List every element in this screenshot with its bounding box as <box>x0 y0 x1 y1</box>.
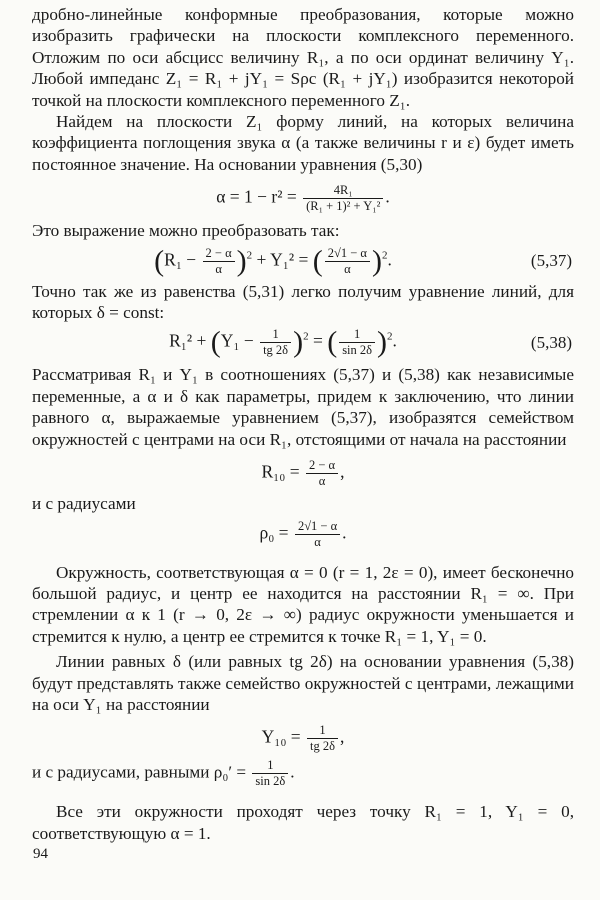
formula-y10-fraction <box>307 723 338 754</box>
formula-rho0-tail: . <box>342 522 347 543</box>
formula-alpha-fraction <box>303 183 383 214</box>
formula-rho0-prime-line <box>32 758 574 789</box>
formula-r10-denominator: α <box>318 474 326 489</box>
formula-rho0-prime-denominator: sin 2δ <box>255 774 286 789</box>
formula-y10-numerator: 1 <box>307 723 338 739</box>
formula-rho0-prime-lhs: ρ₀′ = <box>213 762 247 782</box>
equation-5-38-term-b: Y₁ − <box>220 330 254 351</box>
formula-rho0-prime-numerator: 1 <box>252 758 288 774</box>
page-number: 94 <box>33 846 48 862</box>
formula-alpha-numerator: 4R₁ <box>303 183 383 199</box>
formula-r10-lhs: R₁₀ = <box>261 461 300 482</box>
formula-rho0-lhs: ρ₀ = <box>259 522 289 543</box>
equation-5-38-term-a: R₁² + <box>169 330 207 351</box>
formula-r10 <box>32 458 574 489</box>
paragraph-5: Рассматривая R₁ и Y₁ в соотношениях (5,37) и (5,38) как независимые переменные, а α и δ как параметры, придем к заключению, что линии равного α, выражаемые уравнением (5,37), изобразятся семейством окружностей с центрами на оси R₁, отстоящими от начала на расстоянии <box>32 365 574 449</box>
paragraph-3: Это выражение можно преобразовать так: <box>32 221 340 241</box>
formula-alpha-tail: . <box>385 186 390 207</box>
equation-5-38-numerator-2: 1 <box>339 327 375 343</box>
equation-5-37-denominator-2: α <box>344 261 351 276</box>
formula-r10-numerator: 2 − α <box>306 458 338 474</box>
formula-alpha-lhs: α = 1 − r² = <box>216 186 297 207</box>
paragraph-1: дробно-линейные конформные преобразования, которые можно изобразить графически на плоскости комплексного переменного. Отложим по оси абсцисс величину R₁, а по оси ординат величину Y₁. Любой импеданс Z₁ = R₁ + jY₁ = Sρc (R₁ + jY₁) изобразится некоторой точкой на плоскости комплексного переменного Z₁. <box>32 5 574 110</box>
equation-5-37-tail: . <box>387 249 392 270</box>
equation-5-37-term-a: R₁ − <box>164 249 197 270</box>
equation-5-38-fraction-1 <box>260 327 291 358</box>
formula-r10-fraction <box>306 458 338 489</box>
paragraph-6: и с радиусами <box>32 494 136 514</box>
equation-5-38-denominator-1: tg 2δ <box>263 343 289 358</box>
equation-5-38: R₁² + (Y₁ − $\frac{1}{tg 2\delta}$ )$^2$ = ( $\frac{1}{\sin 2\delta}$ )$^2$. (5,38) <box>169 325 572 359</box>
equation-number-5-37: (5,37) <box>530 251 572 271</box>
formula-rho0-numerator: 2√1 − α <box>295 519 340 535</box>
paragraph-9: и с радиусами, равными <box>32 762 210 782</box>
formula-y10-denominator: tg 2δ <box>310 739 336 754</box>
formula-rho0-prime-fraction <box>252 758 288 789</box>
equation-5-38-denominator-2: sin 2δ <box>342 343 373 358</box>
paragraph-2: Найдем на плоскости Z₁ форму линий, на которых величина коэффициента поглощения звука α (а также величины r и ε) будет иметь постоянное значение. На основании уравнения (5,30) <box>32 112 574 174</box>
equation-5-38-tail: . <box>392 330 397 351</box>
paragraph-4: Точно так же из равенства (5,31) легко получим уравнение линий, для которых δ = const: <box>32 281 574 323</box>
formula-r10-tail: , <box>340 461 345 482</box>
formula-rho0-fraction <box>295 519 340 550</box>
formula-rho0-prime-tail: . <box>290 762 295 782</box>
equation-5-37-denominator-1: α <box>215 261 222 276</box>
formula-y10-tail: , <box>340 726 345 747</box>
formula-y10-lhs: Y₁₀ = <box>261 726 301 747</box>
equation-5-37: (R₁ − $\frac{2 - \alpha}{\alpha}$ )$^2$ + Y₁² = ( $\frac{2√1 - \alpha}{\alpha}$ )$^2$. (5,37) <box>154 244 572 278</box>
equation-5-38-fraction-2 <box>339 327 375 358</box>
formula-alpha-denominator: (R₁ + 1)² + Y₁² <box>306 199 381 214</box>
formula-rho0 <box>32 519 574 550</box>
equation-number-5-38: (5,38) <box>530 332 572 352</box>
formula-rho0-denominator: α <box>314 534 321 549</box>
equation-5-38-numerator-1: 1 <box>260 327 291 343</box>
equation-5-37-fraction-1 <box>203 246 235 277</box>
equation-5-37-numerator-1: 2 − α <box>203 246 235 262</box>
formula-y10 <box>32 723 574 754</box>
equation-5-37-term-b: Y₁² = <box>270 249 309 270</box>
paragraph-10: Все эти окружности проходят через точку R₁ = 1, Y₁ = 0, соответствующую α = 1. <box>32 802 574 843</box>
paragraph-7: Окружность, соответствующая α = 0 (r = 1, 2ε = 0), имеет бесконечно большой радиус, и центр ее находится на расстоянии R₁ = ∞. При стремлении α к 1 (r → 0, 2ε → ∞) радиус окружности уменьшается и стремится к нулю, а центр ее стремится к точке R₁ = 1, Y₁ = 0. <box>32 562 574 646</box>
page-body <box>32 4 574 844</box>
equation-5-37-numerator-2: 2√1 − α <box>325 246 370 262</box>
paragraph-8: Линии равных δ (или равных tg 2δ) на основании уравнения (5,38) будут представлять также семейство окружностей с центрами, лежащими на оси Y₁ на расстоянии <box>32 652 574 714</box>
equation-5-37-fraction-2 <box>325 246 370 277</box>
formula-alpha <box>32 183 574 214</box>
